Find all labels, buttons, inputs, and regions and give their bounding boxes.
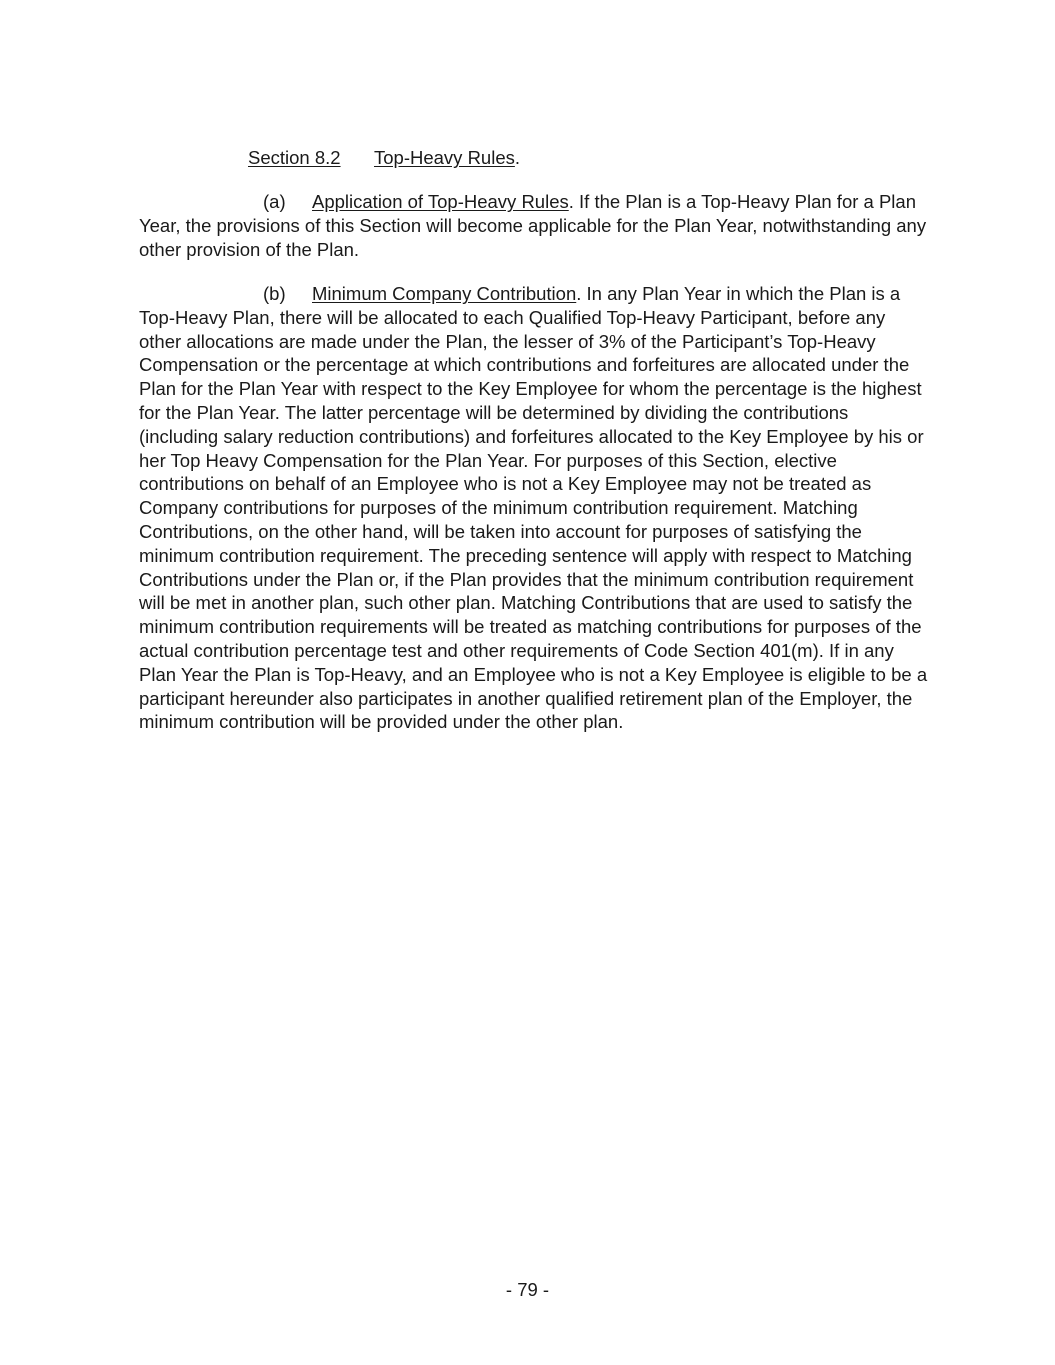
paragraph-b	[139, 282, 929, 734]
paragraph-label: (a)	[263, 191, 286, 212]
paragraph-caption: Minimum Company Contribution	[312, 283, 577, 304]
paragraph-label: (b)	[263, 283, 286, 304]
section-heading	[248, 146, 520, 170]
paragraph-a	[139, 190, 929, 261]
page-number: - 79 -	[505, 1279, 550, 1300]
paragraph-caption: Application of Top-Heavy Rules	[312, 191, 569, 212]
paragraph-text: . If the Plan is a Top-Heavy Plan for a Plan Year, the provisions of this Section will become applicable for the Plan Year, notwithstanding any other provision of the Plan.	[139, 191, 927, 260]
section-title: Top-Heavy Rules	[374, 147, 515, 168]
paragraph-text: . In any Plan Year in which the Plan is a Top-Heavy Plan, there will be allocated to each Qualified Top-Heavy Participant, before any other allocations are made under the Plan, the lesser of 3% of the Participant’s Top-Heavy Compensation or the percentage at which contributions and forfeitures are allocated under the Plan for the Plan Year with respect to the Key Employee for whom the percentage is the highest for the Plan Year. The latter percentage will be determined by dividing the contributions (including salary reduction contributions) and forfeitures allocated to the Key Employee by his or her Top Heavy Compensation for the Plan Year. For purposes of this Section, elective contributions on behalf of an Employee who is not a Key Employee may not be treated as Company contributions for purposes of the minimum contribution requirement. Matching Contributions, on the other hand, will be taken into account for purposes of satisfying the minimum contribution requirement. The preceding sentence will apply with respect to Matching Contributions under the Plan or, if the Plan provides that the minimum contribution requirement will be met in another plan, such other plan. Matching Contributions that are used to satisfy the minimum contribution requirements will be treated as matching contributions for purposes of the actual contribution percentage test and other requirements of Code Section 401(m). If in any Plan Year the Plan is Top-Heavy, and an Employee who is not a Key Employee is eligible to be a participant hereunder also participates in another qualified retirement plan of the Employer, the minimum contribution will be provided under the other plan.	[139, 283, 928, 733]
section-number: Section 8.2	[248, 147, 341, 168]
section-title-period: .	[514, 147, 521, 168]
